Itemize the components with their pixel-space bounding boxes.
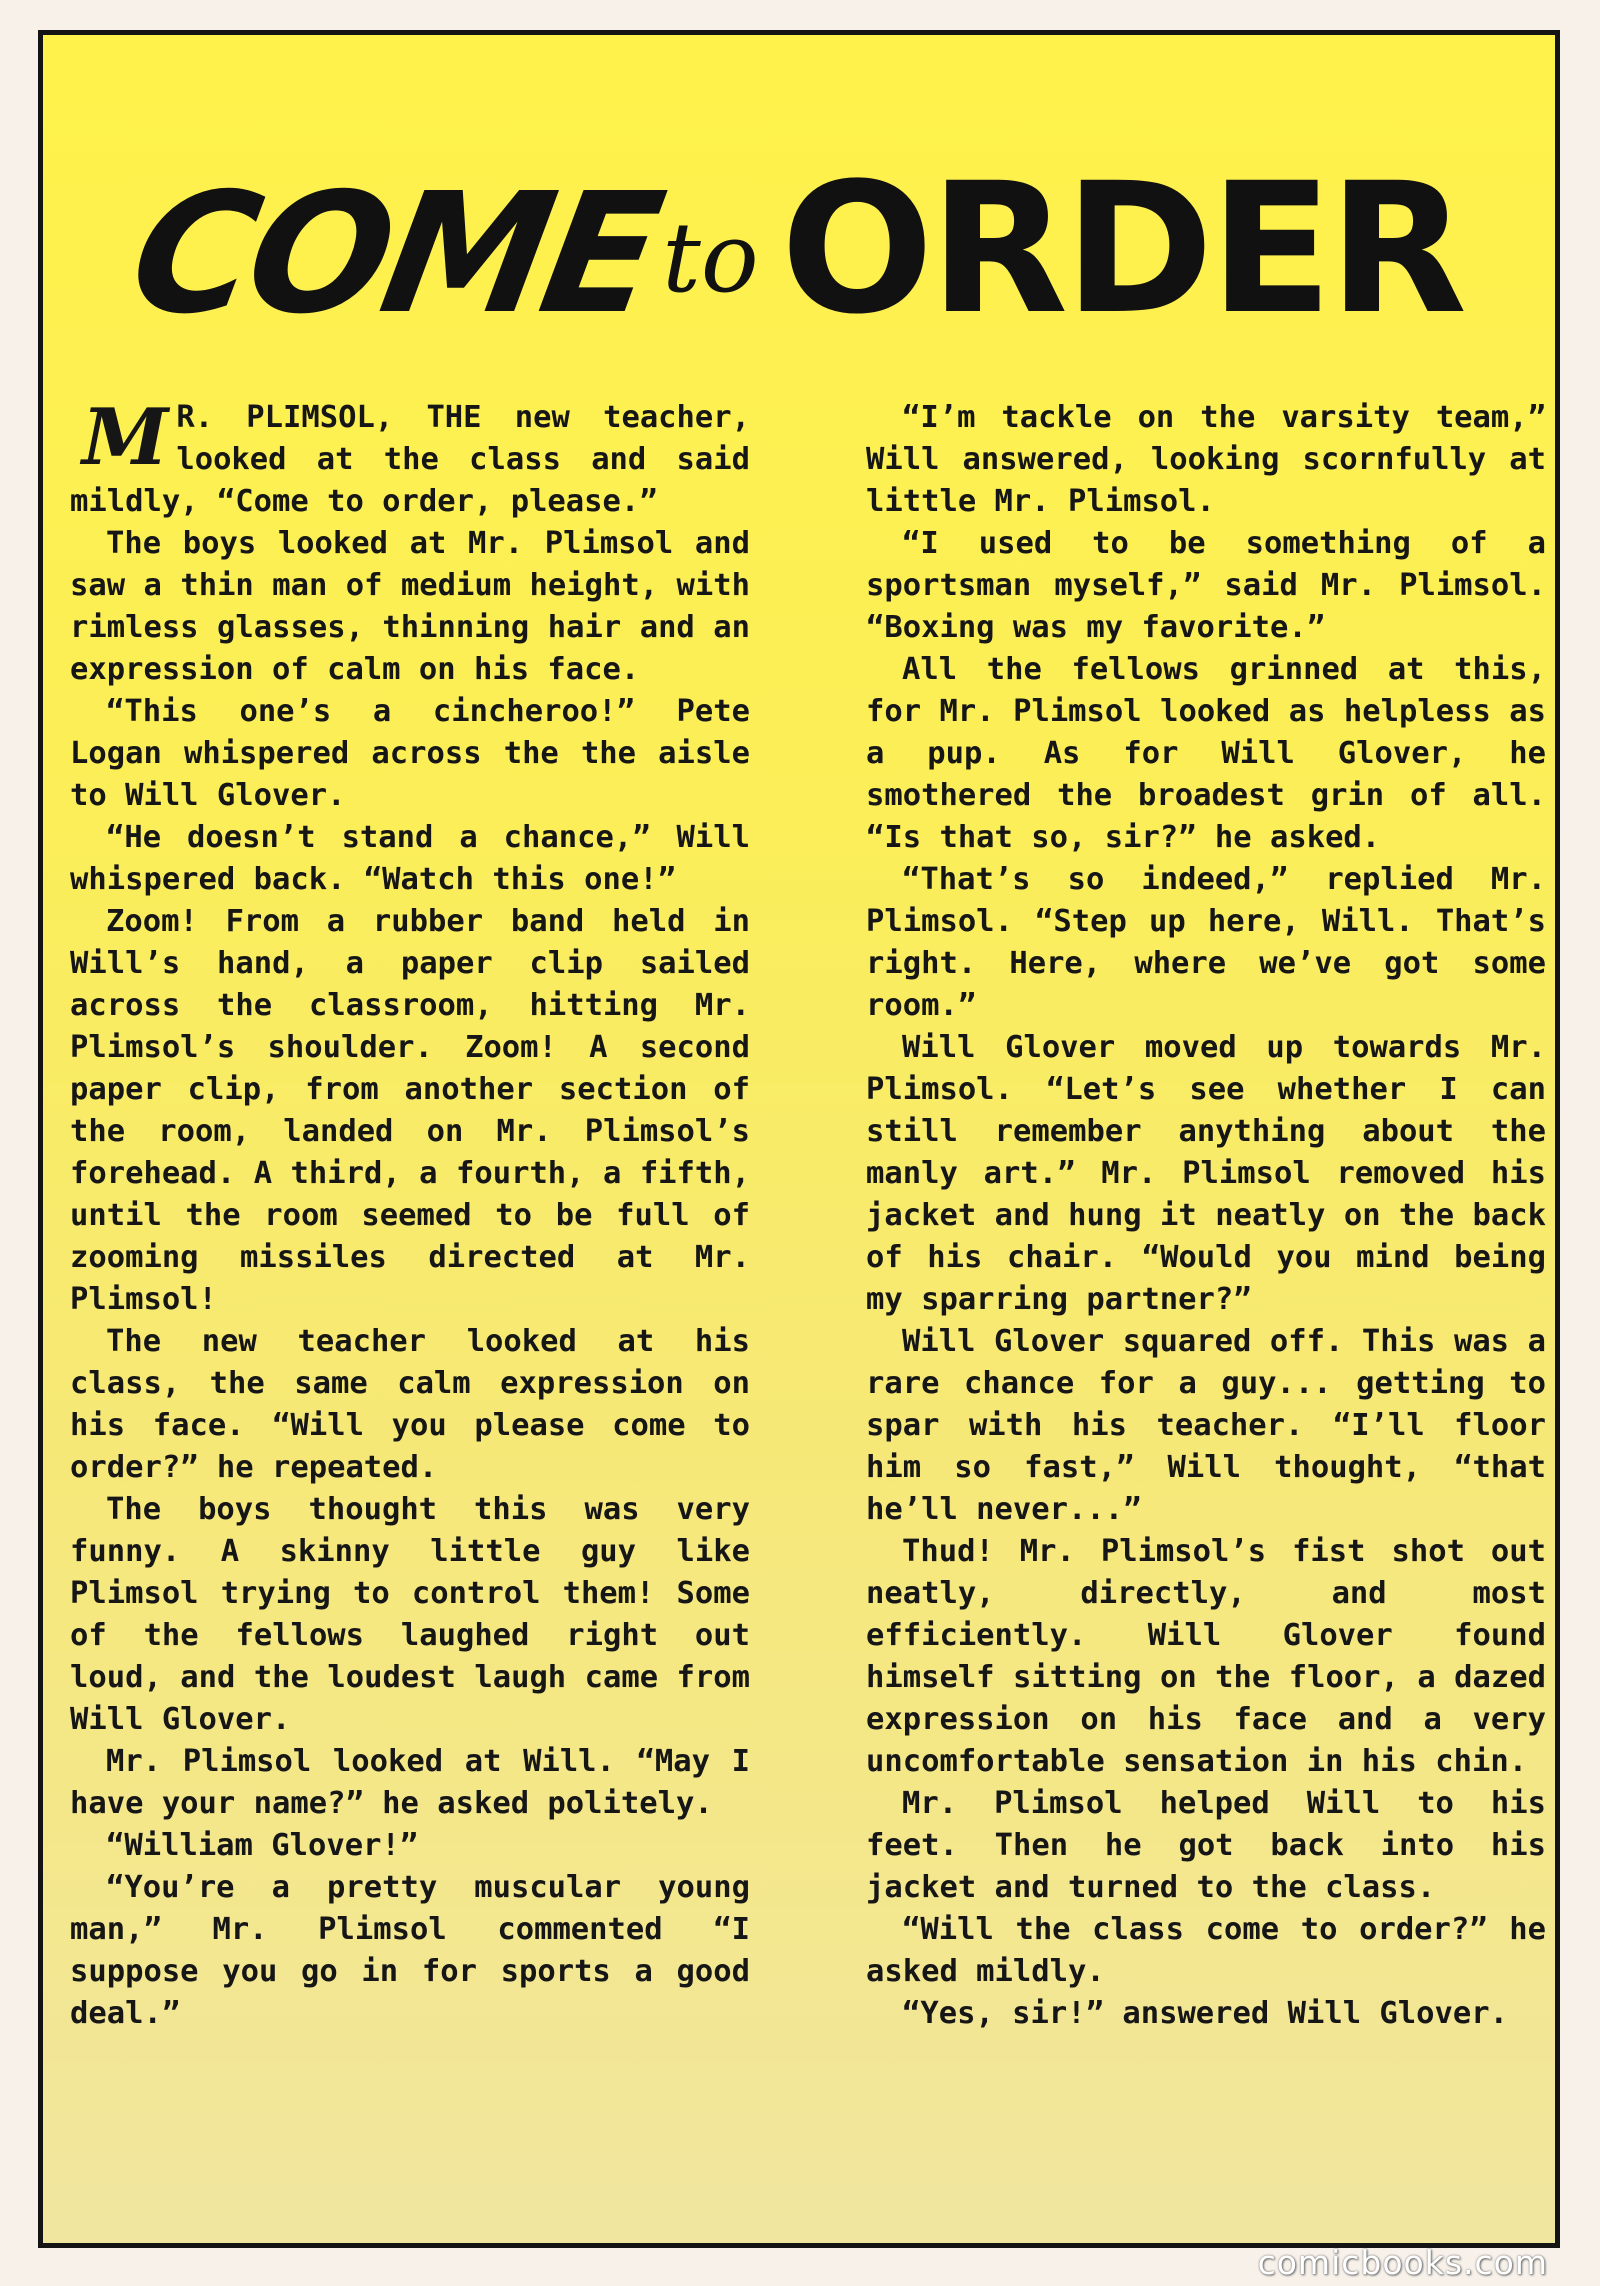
title-word-to: to <box>662 202 759 314</box>
site-watermark: comicbooks.com <box>1257 2243 1548 2282</box>
paragraph: Will Glover moved up towards Mr. Plimsol. “Let’s see whether I can still remember anything about the manly art.” Mr. Plimsol removed his jacket and hung it neatly on the back of his chair. “Would you mind being my sparring partner?” <box>866 1030 1546 1317</box>
lead-paragraph <box>70 392 750 523</box>
story-title <box>43 145 1555 354</box>
left-text-column <box>70 392 750 2035</box>
paragraph: “That’s so indeed,” replied Mr. Plimsol. “Step up here, Will. That’s right. Here, where we’ve got some room.” <box>866 862 1546 1023</box>
paragraph: “Yes, sir!” answered Will Glover. <box>902 1996 1508 2031</box>
paragraph: Will Glover squared off. This was a rare chance for a guy... getting to spar with his teacher. “I’ll floor him so fast,” Will thought, “that he’ll never...” <box>866 1324 1546 1527</box>
title-word-order: ORDER <box>780 145 1464 354</box>
paragraph: “Will the class come to order?” he asked mildly. <box>866 1912 1546 1989</box>
paragraph: The boys looked at Mr. Plimsol and saw a thin man of medium height, with rimless glasses, thinning hair and an expression of calm on his face. <box>70 526 750 687</box>
paragraph: “This one’s a cincheroo!” Pete Logan whispered across the the aisle to Will Glover. <box>70 694 750 813</box>
paragraph: Zoom! From a rubber band held in Will’s hand, a paper clip sailed across the classroom, hitting Mr. Plimsol’s shoulder. Zoom! A second paper clip, from another section of the room, landed on Mr. Plimsol’s forehead. A third, a fourth, a fifth, until the room seemed to be full of zooming missiles directed at Mr. Plimsol! <box>70 904 750 1317</box>
lead-paragraph-text: R. PLIMSOL, THE new teacher, looked at the class and said mildly, “Come to order, please.” <box>70 400 750 519</box>
paragraph: “I’m tackle on the varsity team,” Will answered, looking scornfully at little Mr. Plimsol. <box>866 400 1546 519</box>
title-word-come: COME <box>117 158 670 351</box>
paragraph: “You’re a pretty muscular young man,” Mr. Plimsol commented “I suppose you go in for sports a good deal.” <box>70 1870 750 2031</box>
story-panel <box>38 30 1560 2248</box>
paragraph: Mr. Plimsol helped Will to his feet. Then he got back into his jacket and turned to the class. <box>866 1786 1546 1905</box>
paragraph: All the fellows grinned at this, for Mr. Plimsol looked as helpless as a pup. As for Will Glover, he smothered the broadest grin of all. “Is that so, sir?” he asked. <box>866 652 1546 855</box>
paragraph: The new teacher looked at his class, the same calm expression on his face. “Will you please come to order?” he repeated. <box>70 1324 750 1485</box>
paragraph: Thud! Mr. Plimsol’s fist shot out neatly, directly, and most efficiently. Will Glover found himself sitting on the floor, a dazed expression on his face and a very uncomfortable sensation in his chin. <box>866 1534 1546 1779</box>
paragraph: Mr. Plimsol looked at Will. “May I have your name?” he asked politely. <box>70 1744 750 1821</box>
paragraph: The boys thought this was very funny. A skinny little guy like Plimsol trying to control them! Some of the fellows laughed right out loud, and the loudest laugh came from Will Glover. <box>70 1492 750 1737</box>
paragraph: “I used to be something of a sportsman myself,” said Mr. Plimsol. “Boxing was my favorite.” <box>866 526 1546 645</box>
drop-cap: M <box>82 392 169 483</box>
right-text-column <box>866 397 1546 2035</box>
paragraph: “He doesn’t stand a chance,” Will whispered back. “Watch this one!” <box>70 820 750 897</box>
paragraph: “William Glover!” <box>106 1828 419 1863</box>
